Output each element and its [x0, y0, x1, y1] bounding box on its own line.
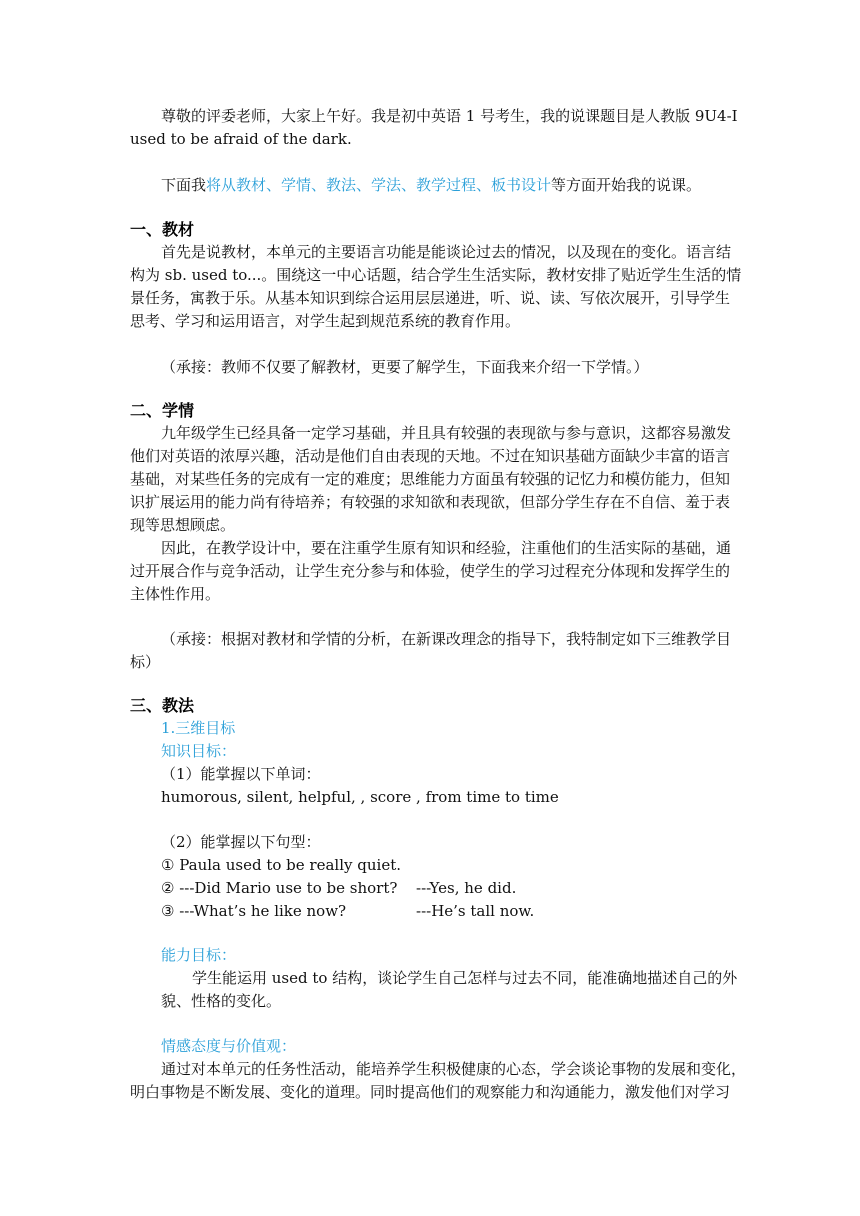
transition-2: 标）	[130, 653, 161, 671]
vocab-list: humorous, silent, helpful, , score , from time to time	[161, 788, 559, 806]
textbook-line: 景任务，寓教于乐。从基本知识到综合运用层层递进，听、说、读、写依次展开，引导学生	[130, 289, 731, 307]
sentence-3b: ---He’s tall now.	[416, 902, 535, 920]
intro-line-2: used to be afraid of the dark.	[130, 130, 352, 148]
transition-1: （承接：教师不仅要了解教材，更要了解学生，下面我来介绍一下学情。）	[161, 358, 649, 376]
students-line: 他们对英语的浓厚兴趣，活动是他们自由表现的天地。不过在知识基础方面缺少丰富的语言	[130, 447, 731, 465]
intro-post: 等方面开始我的说课。	[551, 176, 702, 194]
intro-line-3	[161, 174, 701, 196]
label-ability: 能力目标：	[161, 946, 237, 964]
students-line: 因此，在教学设计中，要在注重学生原有知识和经验，注重他们的生活实际的基础，通	[161, 539, 732, 557]
label-emotion: 情感态度与价值观：	[161, 1037, 297, 1055]
intro-highlight: 将从教材、学情、教法、学法、教学过程、板书设计	[206, 176, 552, 194]
students-line: 现等思想顾虑。	[130, 516, 236, 534]
students-line: 识扩展运用的能力尚有待培养；有较强的求知欲和表现欲，但部分学生存在不自信、羞于表	[130, 493, 731, 511]
textbook-line: 构为 sb. used to...。围绕这一中心话题，结合学生生活实际，教材安排了贴近学生生活的情	[130, 266, 742, 284]
sentence-2a: ② ---Did Mario use to be short?	[161, 879, 398, 897]
intro-pre: 下面我	[161, 176, 207, 194]
textbook-line: 首先是说教材，本单元的主要语言功能是能谈论过去的情况，以及现在的变化。语言结	[161, 243, 732, 261]
subheading-objectives: 1.三维目标	[161, 719, 236, 737]
textbook-line: 思考、学习和运用语言，对学生起到规范系统的教育作用。	[130, 312, 521, 330]
sentence-2b: ---Yes, he did.	[416, 879, 517, 897]
students-line: 九年级学生已经具备一定学习基础，并且具有较强的表现欲与参与意识，这都容易激发	[161, 424, 732, 442]
students-line: 主体性作用。	[130, 585, 221, 603]
emotion-line: 明白事物是不断发展、变化的道理。同时提高他们的观察能力和沟通能力，激发他们对学习	[130, 1083, 731, 1101]
heading-textbook: 一、教材	[130, 220, 195, 239]
intro-line-1: 尊敬的评委老师，大家上午好。我是初中英语 1 号考生，我的说课题目是人教版 9U4-I	[161, 107, 738, 125]
students-line: 过开展合作与竞争活动，让学生充分参与和体验，使学生的学习过程充分体现和发挥学生的	[130, 562, 731, 580]
sentence-3a: ③ ---What’s he like now?	[161, 902, 347, 920]
heading-students: 二、学情	[130, 401, 195, 420]
emotion-line: 通过对本单元的任务性活动，能培养学生积极健康的心态，学会谈论事物的发展和变化，	[161, 1060, 747, 1078]
ability-line: 貌、性格的变化。	[161, 992, 282, 1010]
label-knowledge: 知识目标：	[161, 742, 237, 760]
transition-2: （承接：根据对教材和学情的分析，在新课改理念的指导下，我特制定如下三维教学目	[161, 630, 732, 648]
ability-line: 学生能运用 used to 结构，谈论学生自己怎样与过去不同，能准确地描述自己的外	[192, 969, 738, 987]
sentence-1: ① Paula used to be really quiet.	[161, 856, 401, 874]
students-line: 基础，对某些任务的完成有一定的难度；思维能力方面虽有较强的记忆力和模仿能力，但知	[130, 470, 731, 488]
heading-methods: 三、教法	[130, 696, 195, 715]
knowledge-2: （2）能掌握以下句型：	[161, 833, 321, 851]
knowledge-1: （1）能掌握以下单词：	[161, 765, 321, 783]
